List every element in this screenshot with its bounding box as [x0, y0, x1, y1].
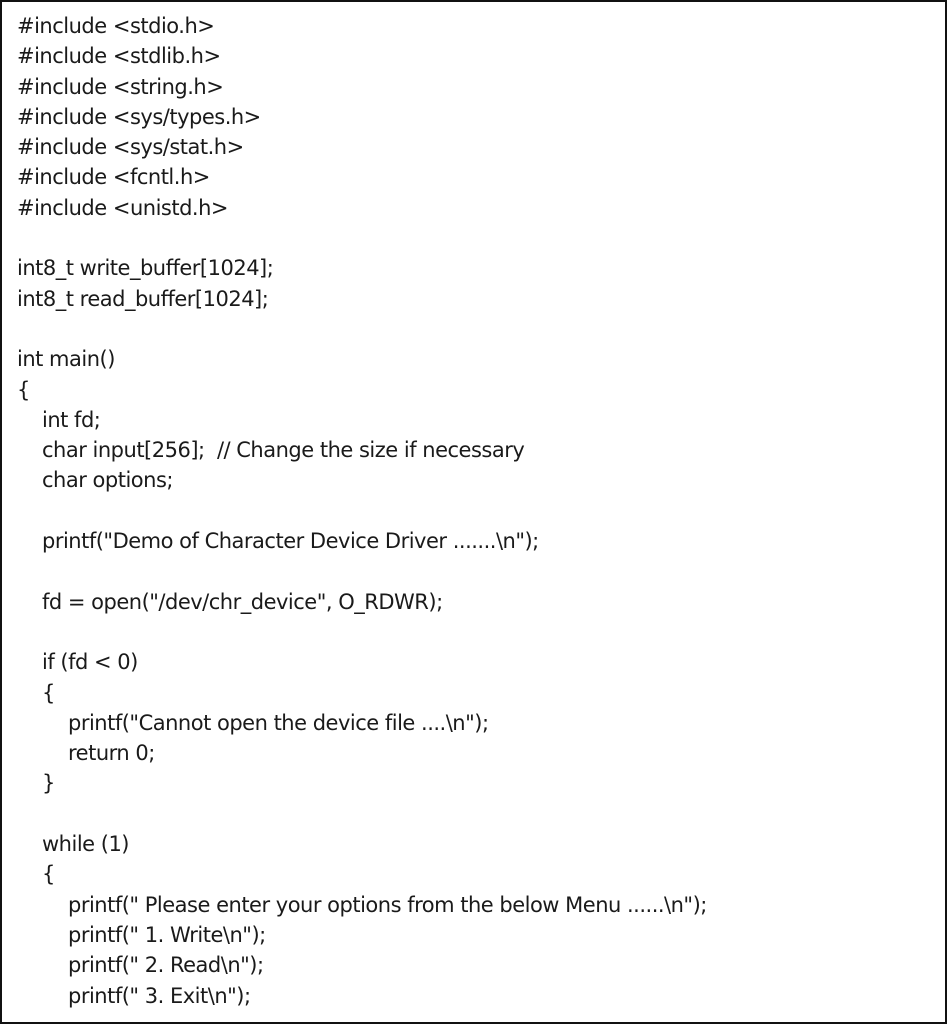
code-line: printf("Demo of Character Device Driver .......\n"); — [42, 529, 539, 554]
code-line: } — [42, 771, 55, 796]
code-line: #include <unistd.h> — [17, 195, 228, 220]
code-line: printf(" 3. Exit\n"); — [68, 983, 251, 1008]
code-line: fd = open("/dev/chr_device", O_RDWR); — [42, 589, 443, 614]
code-line: printf("Cannot open the device file ....\n"); — [68, 710, 489, 735]
blank-line — [17, 799, 707, 829]
code-line: #include <sys/types.h> — [17, 104, 261, 129]
blank-line — [17, 314, 707, 344]
blank-line — [17, 496, 707, 526]
code-line: if (fd < 0) — [42, 650, 138, 675]
code-line: int main() — [17, 347, 115, 372]
code-line: printf(" Please enter your options from the below Menu ......\n"); — [68, 892, 707, 917]
code-line: { — [42, 680, 55, 705]
code-line: #include <stdio.h> — [17, 14, 215, 38]
code-line: printf(" 2. Read\n"); — [68, 953, 264, 978]
code-line: printf(" 1. Write\n"); — [68, 922, 266, 947]
code-line: #include <string.h> — [17, 74, 224, 99]
code-line: char options; — [42, 468, 173, 493]
code-line: #include <fcntl.h> — [17, 165, 210, 190]
blank-line — [17, 617, 707, 647]
code-line: char input[256]; // Change the size if necessary — [42, 438, 525, 463]
code-line: { — [17, 377, 30, 402]
code-block — [17, 11, 707, 1011]
code-line: int8_t read_buffer[1024]; — [17, 286, 269, 311]
code-line: int fd; — [42, 407, 101, 432]
blank-line — [17, 223, 707, 253]
blank-line — [17, 556, 707, 586]
code-line: int8_t write_buffer[1024]; — [17, 256, 274, 281]
code-line: { — [42, 862, 55, 887]
code-line: #include <sys/stat.h> — [17, 135, 244, 160]
code-line: return 0; — [68, 741, 155, 766]
code-line: #include <stdlib.h> — [17, 44, 221, 69]
code-line: while (1) — [42, 832, 129, 857]
